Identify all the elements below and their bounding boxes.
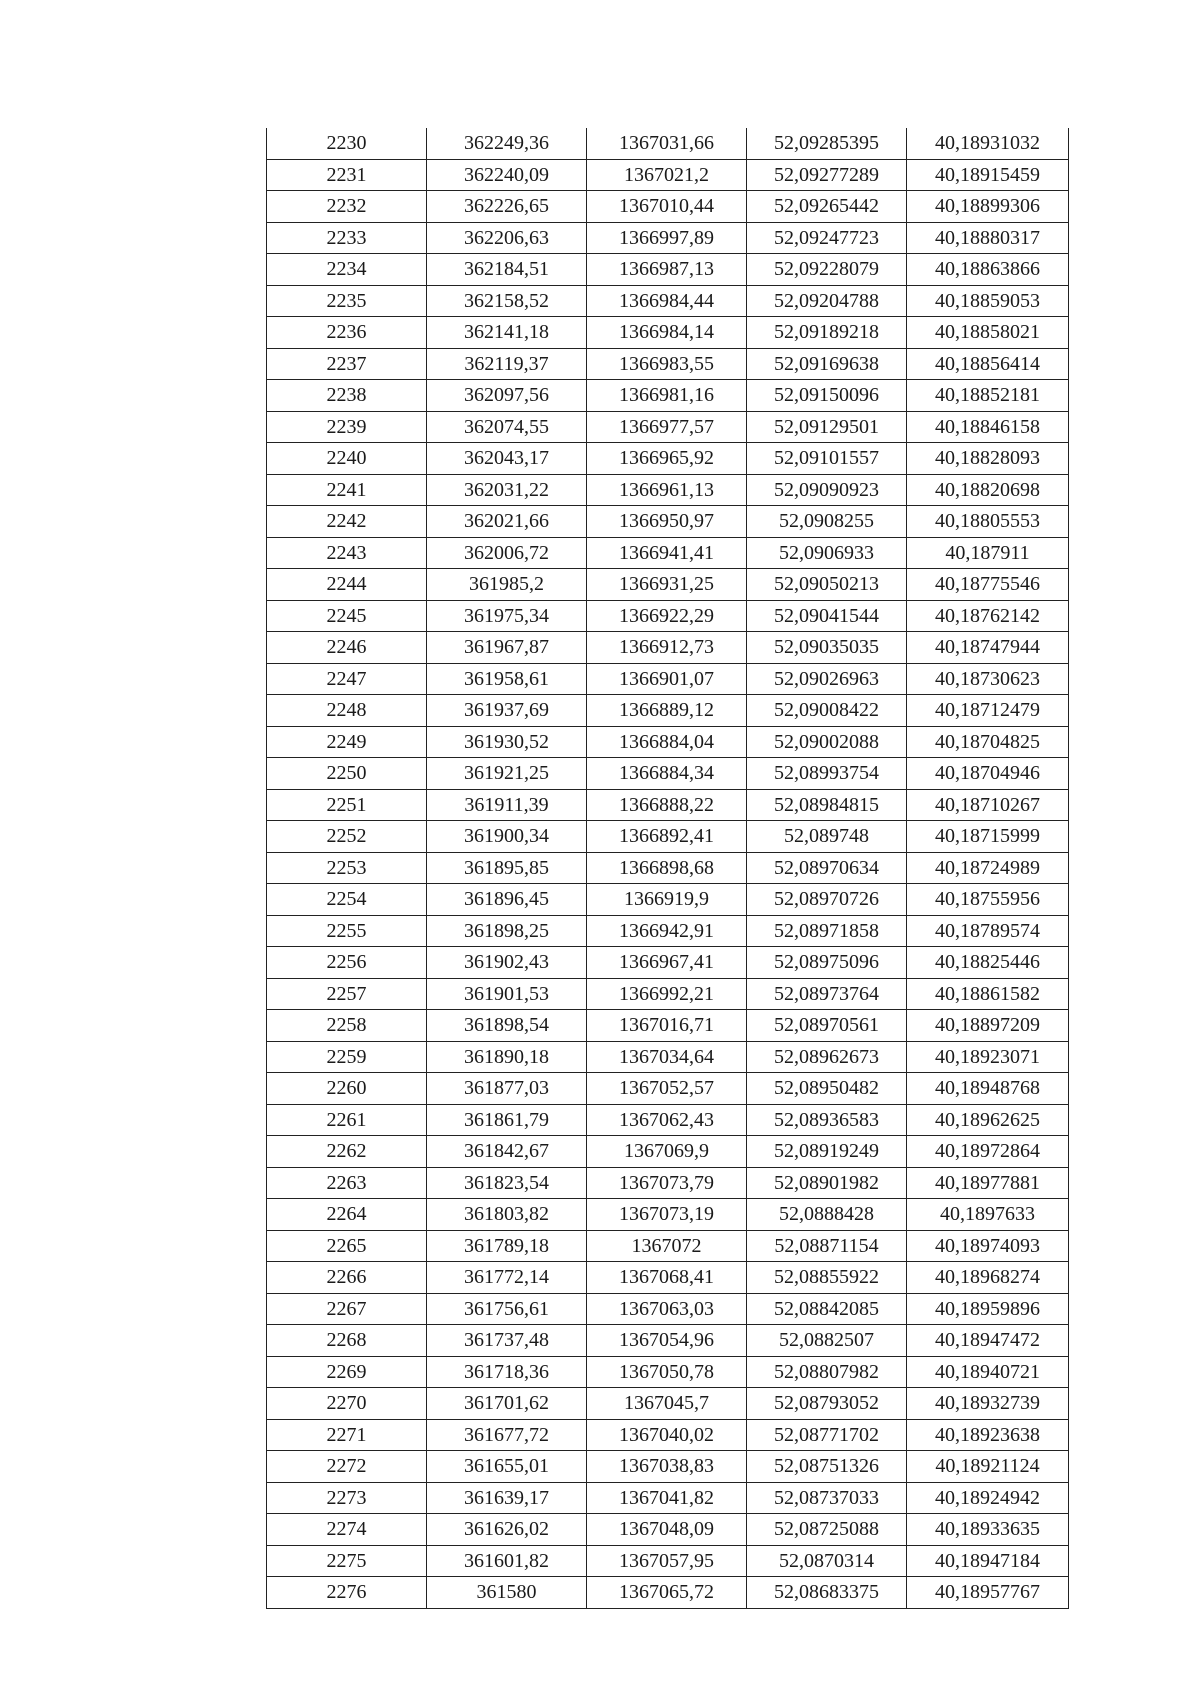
latitude-cell: 52,09150096 [747, 380, 907, 412]
y-coordinate-cell: 1367073,79 [587, 1167, 747, 1199]
point-number-cell: 2244 [267, 569, 427, 601]
longitude-cell: 40,18957767 [907, 1577, 1069, 1609]
table-row [267, 1419, 1069, 1451]
longitude-cell: 40,18977881 [907, 1167, 1069, 1199]
latitude-cell: 52,08936583 [747, 1104, 907, 1136]
longitude-cell: 40,18933635 [907, 1514, 1069, 1546]
longitude-cell: 40,18704946 [907, 758, 1069, 790]
latitude-cell: 52,09041544 [747, 600, 907, 632]
longitude-cell: 40,18820698 [907, 474, 1069, 506]
point-number-cell: 2264 [267, 1199, 427, 1231]
point-number-cell: 2248 [267, 695, 427, 727]
table-row [267, 758, 1069, 790]
point-number-cell: 2260 [267, 1073, 427, 1105]
point-number-cell: 2259 [267, 1041, 427, 1073]
table-row [267, 1325, 1069, 1357]
x-coordinate-cell: 361985,2 [427, 569, 587, 601]
y-coordinate-cell: 1367010,44 [587, 191, 747, 223]
longitude-cell: 40,18846158 [907, 411, 1069, 443]
table-row [267, 285, 1069, 317]
longitude-cell: 40,18715999 [907, 821, 1069, 853]
table-row [267, 947, 1069, 979]
latitude-cell: 52,089748 [747, 821, 907, 853]
y-coordinate-cell: 1367054,96 [587, 1325, 747, 1357]
table-row [267, 884, 1069, 916]
y-coordinate-cell: 1366884,34 [587, 758, 747, 790]
latitude-cell: 52,08975096 [747, 947, 907, 979]
point-number-cell: 2231 [267, 159, 427, 191]
x-coordinate-cell: 361842,67 [427, 1136, 587, 1168]
longitude-cell: 40,18947184 [907, 1545, 1069, 1577]
x-coordinate-cell: 362119,37 [427, 348, 587, 380]
longitude-cell: 40,18789574 [907, 915, 1069, 947]
table-row [267, 726, 1069, 758]
longitude-cell: 40,18762142 [907, 600, 1069, 632]
y-coordinate-cell: 1367069,9 [587, 1136, 747, 1168]
y-coordinate-cell: 1366984,44 [587, 285, 747, 317]
latitude-cell: 52,08771702 [747, 1419, 907, 1451]
y-coordinate-cell: 1367052,57 [587, 1073, 747, 1105]
longitude-cell: 40,1897633 [907, 1199, 1069, 1231]
point-number-cell: 2256 [267, 947, 427, 979]
y-coordinate-cell: 1366984,14 [587, 317, 747, 349]
latitude-cell: 52,08683375 [747, 1577, 907, 1609]
table-row [267, 1104, 1069, 1136]
y-coordinate-cell: 1366981,16 [587, 380, 747, 412]
table-row [267, 317, 1069, 349]
table-row [267, 348, 1069, 380]
latitude-cell: 52,09277289 [747, 159, 907, 191]
table-row [267, 1514, 1069, 1546]
x-coordinate-cell: 361898,54 [427, 1010, 587, 1042]
point-number-cell: 2254 [267, 884, 427, 916]
y-coordinate-cell: 1366901,07 [587, 663, 747, 695]
y-coordinate-cell: 1367073,19 [587, 1199, 747, 1231]
coordinates-table-body [267, 128, 1069, 1608]
latitude-cell: 52,09008422 [747, 695, 907, 727]
point-number-cell: 2230 [267, 128, 427, 159]
table-row [267, 537, 1069, 569]
point-number-cell: 2245 [267, 600, 427, 632]
table-row [267, 1356, 1069, 1388]
table-row [267, 789, 1069, 821]
point-number-cell: 2269 [267, 1356, 427, 1388]
table-row [267, 506, 1069, 538]
longitude-cell: 40,18947472 [907, 1325, 1069, 1357]
table-row [267, 1388, 1069, 1420]
point-number-cell: 2234 [267, 254, 427, 286]
longitude-cell: 40,18730623 [907, 663, 1069, 695]
y-coordinate-cell: 1367062,43 [587, 1104, 747, 1136]
longitude-cell: 40,18948768 [907, 1073, 1069, 1105]
latitude-cell: 52,09265442 [747, 191, 907, 223]
table-row [267, 222, 1069, 254]
table-row [267, 1230, 1069, 1262]
y-coordinate-cell: 1366977,57 [587, 411, 747, 443]
latitude-cell: 52,09228079 [747, 254, 907, 286]
table-row [267, 1041, 1069, 1073]
longitude-cell: 40,18880317 [907, 222, 1069, 254]
y-coordinate-cell: 1366898,68 [587, 852, 747, 884]
x-coordinate-cell: 361900,34 [427, 821, 587, 853]
x-coordinate-cell: 361901,53 [427, 978, 587, 1010]
table-row [267, 1199, 1069, 1231]
y-coordinate-cell: 1367050,78 [587, 1356, 747, 1388]
x-coordinate-cell: 361861,79 [427, 1104, 587, 1136]
latitude-cell: 52,0870314 [747, 1545, 907, 1577]
x-coordinate-cell: 361911,39 [427, 789, 587, 821]
y-coordinate-cell: 1367021,2 [587, 159, 747, 191]
latitude-cell: 52,08950482 [747, 1073, 907, 1105]
latitude-cell: 52,09169638 [747, 348, 907, 380]
point-number-cell: 2252 [267, 821, 427, 853]
point-number-cell: 2237 [267, 348, 427, 380]
y-coordinate-cell: 1366892,41 [587, 821, 747, 853]
point-number-cell: 2243 [267, 537, 427, 569]
latitude-cell: 52,08971858 [747, 915, 907, 947]
longitude-cell: 40,18861582 [907, 978, 1069, 1010]
table-row [267, 474, 1069, 506]
longitude-cell: 40,18921124 [907, 1451, 1069, 1483]
longitude-cell: 40,18747944 [907, 632, 1069, 664]
longitude-cell: 40,18828093 [907, 443, 1069, 475]
y-coordinate-cell: 1366912,73 [587, 632, 747, 664]
table-row [267, 1577, 1069, 1609]
point-number-cell: 2274 [267, 1514, 427, 1546]
longitude-cell: 40,18856414 [907, 348, 1069, 380]
x-coordinate-cell: 361789,18 [427, 1230, 587, 1262]
point-number-cell: 2258 [267, 1010, 427, 1042]
longitude-cell: 40,18863866 [907, 254, 1069, 286]
latitude-cell: 52,0888428 [747, 1199, 907, 1231]
point-number-cell: 2271 [267, 1419, 427, 1451]
point-number-cell: 2253 [267, 852, 427, 884]
latitude-cell: 52,09002088 [747, 726, 907, 758]
x-coordinate-cell: 361937,69 [427, 695, 587, 727]
longitude-cell: 40,18899306 [907, 191, 1069, 223]
y-coordinate-cell: 1366941,41 [587, 537, 747, 569]
x-coordinate-cell: 361701,62 [427, 1388, 587, 1420]
point-number-cell: 2242 [267, 506, 427, 538]
latitude-cell: 52,09090923 [747, 474, 907, 506]
x-coordinate-cell: 362141,18 [427, 317, 587, 349]
point-number-cell: 2239 [267, 411, 427, 443]
point-number-cell: 2273 [267, 1482, 427, 1514]
table-row [267, 1545, 1069, 1577]
latitude-cell: 52,08973764 [747, 978, 907, 1010]
x-coordinate-cell: 361967,87 [427, 632, 587, 664]
table-row [267, 852, 1069, 884]
x-coordinate-cell: 362021,66 [427, 506, 587, 538]
point-number-cell: 2238 [267, 380, 427, 412]
latitude-cell: 52,0908255 [747, 506, 907, 538]
longitude-cell: 40,18897209 [907, 1010, 1069, 1042]
x-coordinate-cell: 362184,51 [427, 254, 587, 286]
y-coordinate-cell: 1366992,21 [587, 978, 747, 1010]
point-number-cell: 2272 [267, 1451, 427, 1483]
y-coordinate-cell: 1367031,66 [587, 128, 747, 159]
y-coordinate-cell: 1367048,09 [587, 1514, 747, 1546]
longitude-cell: 40,18858021 [907, 317, 1069, 349]
table-row [267, 254, 1069, 286]
longitude-cell: 40,18923071 [907, 1041, 1069, 1073]
table-row [267, 632, 1069, 664]
y-coordinate-cell: 1366919,9 [587, 884, 747, 916]
x-coordinate-cell: 362158,52 [427, 285, 587, 317]
x-coordinate-cell: 362240,09 [427, 159, 587, 191]
y-coordinate-cell: 1367063,03 [587, 1293, 747, 1325]
x-coordinate-cell: 361737,48 [427, 1325, 587, 1357]
y-coordinate-cell: 1366889,12 [587, 695, 747, 727]
point-number-cell: 2241 [267, 474, 427, 506]
longitude-cell: 40,18924942 [907, 1482, 1069, 1514]
x-coordinate-cell: 361756,61 [427, 1293, 587, 1325]
table-row [267, 1073, 1069, 1105]
x-coordinate-cell: 361896,45 [427, 884, 587, 916]
y-coordinate-cell: 1367057,95 [587, 1545, 747, 1577]
latitude-cell: 52,09247723 [747, 222, 907, 254]
latitude-cell: 52,0906933 [747, 537, 907, 569]
longitude-cell: 40,18959896 [907, 1293, 1069, 1325]
y-coordinate-cell: 1367040,02 [587, 1419, 747, 1451]
point-number-cell: 2262 [267, 1136, 427, 1168]
x-coordinate-cell: 362043,17 [427, 443, 587, 475]
latitude-cell: 52,09026963 [747, 663, 907, 695]
longitude-cell: 40,18805553 [907, 506, 1069, 538]
x-coordinate-cell: 361898,25 [427, 915, 587, 947]
x-coordinate-cell: 361601,82 [427, 1545, 587, 1577]
longitude-cell: 40,18710267 [907, 789, 1069, 821]
latitude-cell: 52,09129501 [747, 411, 907, 443]
table-row [267, 1167, 1069, 1199]
point-number-cell: 2266 [267, 1262, 427, 1294]
x-coordinate-cell: 361803,82 [427, 1199, 587, 1231]
point-number-cell: 2276 [267, 1577, 427, 1609]
x-coordinate-cell: 361655,01 [427, 1451, 587, 1483]
latitude-cell: 52,08855922 [747, 1262, 907, 1294]
y-coordinate-cell: 1366922,29 [587, 600, 747, 632]
table-row [267, 569, 1069, 601]
longitude-cell: 40,18923638 [907, 1419, 1069, 1451]
point-number-cell: 2261 [267, 1104, 427, 1136]
point-number-cell: 2251 [267, 789, 427, 821]
x-coordinate-cell: 362249,36 [427, 128, 587, 159]
table-row [267, 380, 1069, 412]
point-number-cell: 2263 [267, 1167, 427, 1199]
y-coordinate-cell: 1367034,64 [587, 1041, 747, 1073]
point-number-cell: 2235 [267, 285, 427, 317]
y-coordinate-cell: 1366965,92 [587, 443, 747, 475]
table-row [267, 1482, 1069, 1514]
latitude-cell: 52,08993754 [747, 758, 907, 790]
latitude-cell: 52,08919249 [747, 1136, 907, 1168]
table-row [267, 1293, 1069, 1325]
longitude-cell: 40,18940721 [907, 1356, 1069, 1388]
longitude-cell: 40,18712479 [907, 695, 1069, 727]
y-coordinate-cell: 1366942,91 [587, 915, 747, 947]
x-coordinate-cell: 361890,18 [427, 1041, 587, 1073]
point-number-cell: 2270 [267, 1388, 427, 1420]
x-coordinate-cell: 361823,54 [427, 1167, 587, 1199]
table-row [267, 128, 1069, 159]
latitude-cell: 52,08737033 [747, 1482, 907, 1514]
longitude-cell: 40,18968274 [907, 1262, 1069, 1294]
table-row [267, 443, 1069, 475]
y-coordinate-cell: 1366983,55 [587, 348, 747, 380]
y-coordinate-cell: 1367038,83 [587, 1451, 747, 1483]
x-coordinate-cell: 362006,72 [427, 537, 587, 569]
longitude-cell: 40,18825446 [907, 947, 1069, 979]
x-coordinate-cell: 361958,61 [427, 663, 587, 695]
x-coordinate-cell: 361902,43 [427, 947, 587, 979]
point-number-cell: 2250 [267, 758, 427, 790]
latitude-cell: 52,08842085 [747, 1293, 907, 1325]
latitude-cell: 52,09189218 [747, 317, 907, 349]
x-coordinate-cell: 362074,55 [427, 411, 587, 443]
y-coordinate-cell: 1366967,41 [587, 947, 747, 979]
table-row [267, 821, 1069, 853]
x-coordinate-cell: 361677,72 [427, 1419, 587, 1451]
longitude-cell: 40,18775546 [907, 569, 1069, 601]
latitude-cell: 52,08807982 [747, 1356, 907, 1388]
latitude-cell: 52,08970634 [747, 852, 907, 884]
table-row [267, 1451, 1069, 1483]
x-coordinate-cell: 361930,52 [427, 726, 587, 758]
point-number-cell: 2247 [267, 663, 427, 695]
x-coordinate-cell: 361772,14 [427, 1262, 587, 1294]
latitude-cell: 52,08962673 [747, 1041, 907, 1073]
latitude-cell: 52,08984815 [747, 789, 907, 821]
point-number-cell: 2232 [267, 191, 427, 223]
table-row [267, 915, 1069, 947]
table-row [267, 191, 1069, 223]
table-row [267, 663, 1069, 695]
x-coordinate-cell: 362226,65 [427, 191, 587, 223]
latitude-cell: 52,09101557 [747, 443, 907, 475]
y-coordinate-cell: 1367072 [587, 1230, 747, 1262]
latitude-cell: 52,08871154 [747, 1230, 907, 1262]
longitude-cell: 40,18931032 [907, 128, 1069, 159]
table-row [267, 1262, 1069, 1294]
latitude-cell: 52,08793052 [747, 1388, 907, 1420]
y-coordinate-cell: 1366950,97 [587, 506, 747, 538]
point-number-cell: 2233 [267, 222, 427, 254]
point-number-cell: 2255 [267, 915, 427, 947]
table-row [267, 600, 1069, 632]
point-number-cell: 2249 [267, 726, 427, 758]
table-row [267, 1010, 1069, 1042]
table-row [267, 978, 1069, 1010]
y-coordinate-cell: 1366888,22 [587, 789, 747, 821]
latitude-cell: 52,09050213 [747, 569, 907, 601]
latitude-cell: 52,0882507 [747, 1325, 907, 1357]
point-number-cell: 2267 [267, 1293, 427, 1325]
x-coordinate-cell: 361975,34 [427, 600, 587, 632]
longitude-cell: 40,18972864 [907, 1136, 1069, 1168]
latitude-cell: 52,08751326 [747, 1451, 907, 1483]
point-number-cell: 2268 [267, 1325, 427, 1357]
x-coordinate-cell: 361921,25 [427, 758, 587, 790]
x-coordinate-cell: 362206,63 [427, 222, 587, 254]
point-number-cell: 2257 [267, 978, 427, 1010]
x-coordinate-cell: 361626,02 [427, 1514, 587, 1546]
table-row [267, 1136, 1069, 1168]
point-number-cell: 2246 [267, 632, 427, 664]
longitude-cell: 40,18932739 [907, 1388, 1069, 1420]
latitude-cell: 52,09285395 [747, 128, 907, 159]
coordinates-table [266, 128, 1069, 1609]
x-coordinate-cell: 362031,22 [427, 474, 587, 506]
latitude-cell: 52,09035035 [747, 632, 907, 664]
y-coordinate-cell: 1366961,13 [587, 474, 747, 506]
latitude-cell: 52,08970726 [747, 884, 907, 916]
table-row [267, 695, 1069, 727]
longitude-cell: 40,18852181 [907, 380, 1069, 412]
longitude-cell: 40,18724989 [907, 852, 1069, 884]
point-number-cell: 2275 [267, 1545, 427, 1577]
y-coordinate-cell: 1366987,13 [587, 254, 747, 286]
latitude-cell: 52,09204788 [747, 285, 907, 317]
point-number-cell: 2236 [267, 317, 427, 349]
longitude-cell: 40,18704825 [907, 726, 1069, 758]
latitude-cell: 52,08970561 [747, 1010, 907, 1042]
longitude-cell: 40,18962625 [907, 1104, 1069, 1136]
x-coordinate-cell: 361877,03 [427, 1073, 587, 1105]
y-coordinate-cell: 1366997,89 [587, 222, 747, 254]
latitude-cell: 52,08725088 [747, 1514, 907, 1546]
y-coordinate-cell: 1367068,41 [587, 1262, 747, 1294]
y-coordinate-cell: 1367016,71 [587, 1010, 747, 1042]
x-coordinate-cell: 361580 [427, 1577, 587, 1609]
x-coordinate-cell: 362097,56 [427, 380, 587, 412]
longitude-cell: 40,187911 [907, 537, 1069, 569]
longitude-cell: 40,18859053 [907, 285, 1069, 317]
longitude-cell: 40,18974093 [907, 1230, 1069, 1262]
x-coordinate-cell: 361718,36 [427, 1356, 587, 1388]
y-coordinate-cell: 1366931,25 [587, 569, 747, 601]
point-number-cell: 2240 [267, 443, 427, 475]
y-coordinate-cell: 1366884,04 [587, 726, 747, 758]
longitude-cell: 40,18755956 [907, 884, 1069, 916]
x-coordinate-cell: 361639,17 [427, 1482, 587, 1514]
table-row [267, 159, 1069, 191]
y-coordinate-cell: 1367065,72 [587, 1577, 747, 1609]
y-coordinate-cell: 1367045,7 [587, 1388, 747, 1420]
longitude-cell: 40,18915459 [907, 159, 1069, 191]
y-coordinate-cell: 1367041,82 [587, 1482, 747, 1514]
table-row [267, 411, 1069, 443]
latitude-cell: 52,08901982 [747, 1167, 907, 1199]
point-number-cell: 2265 [267, 1230, 427, 1262]
x-coordinate-cell: 361895,85 [427, 852, 587, 884]
